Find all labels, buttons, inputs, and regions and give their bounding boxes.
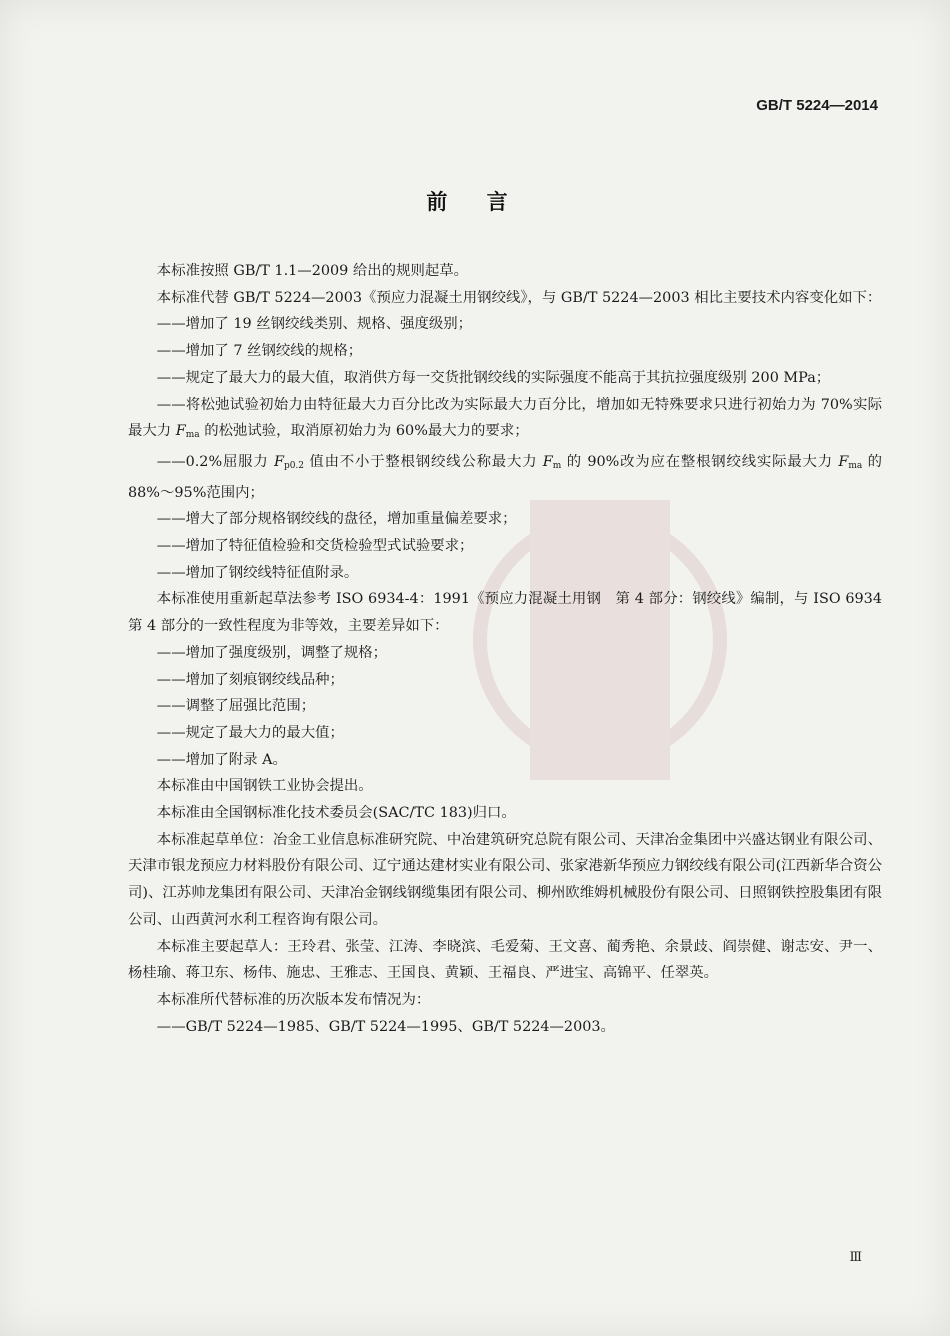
differences-list xyxy=(128,640,882,774)
list-item: ——增加了 7 丝钢绞线的规格； xyxy=(156,343,363,360)
changes-list xyxy=(128,311,882,586)
list-item: ——增加了强度级别，调整了规格； xyxy=(156,644,388,661)
list-item: ——增加了特征值检验和交货检验型式试验要求； xyxy=(156,538,474,555)
list-item: ——增加了附录 A。 xyxy=(156,751,287,768)
paragraph-history: ——GB/T 5224—1985、GB/T 5224—1995、GB/T 5224—2003。 xyxy=(156,1018,615,1035)
list-item: ——增加了钢绞线特征值附录。 xyxy=(156,564,359,581)
list-item: ——增大了部分规格钢绞线的盘径，增加重量偏差要求； xyxy=(156,511,517,528)
list-item: ——规定了最大力的最大值，取消供方每一交货批钢绞线的实际强度不能高于其抗拉强度级别 200 MPa； xyxy=(156,369,831,386)
foreword-body xyxy=(128,258,882,1040)
paragraph-iso-reference: 本标准使用重新起草法参考 ISO 6934-4：1991《预应力混凝土用钢 第 4 部分：钢绞线》编制，与 ISO 6934 第 4 部分的一致性程度为非等效，主要差异如下： xyxy=(128,591,882,635)
paragraph-proposer: 本标准由中国钢铁工业协会提出。 xyxy=(156,778,373,795)
paragraph-drafting-rules: 本标准按照 GB/T 1.1—2009 给出的规则起草。 xyxy=(156,263,469,279)
paragraph-history-intro: 本标准所代替标准的历次版本发布情况为： xyxy=(156,991,431,1008)
list-item: ——将松弛试验初始力由特征最大力百分比改为实际最大力百分比，增加如无特殊要求只进行初始力为 70%实际最大力 $F_{ma}$ 的松弛试验，取消原初始力为 60%最大力的要求； xyxy=(128,396,882,441)
list-item: ——增加了刻痕钢绞线品种； xyxy=(156,671,344,688)
list-item: ——规定了最大力的最大值； xyxy=(156,724,344,741)
standard-code: GB/T 5224—2014 xyxy=(756,97,878,114)
paragraph-replaces: 本标准代替 GB/T 5224—2003《预应力混凝土用钢绞线》，与 GB/T 5224—2003 相比主要技术内容变化如下： xyxy=(156,289,882,306)
paragraph-drafters: 本标准主要起草人：王玲君、张莹、江涛、李晓滨、毛爱菊、王文喜、蔺秀艳、余景歧、阎崇健、谢志安、尹一、杨桂瑜、蒋卫东、杨伟、施忠、王雅志、王国良、黄颖、王福良、严进宝、高锦平、任翠英。 xyxy=(128,938,882,982)
page-number: Ⅲ xyxy=(849,1250,862,1265)
list-item: ——调整了屈强比范围； xyxy=(156,698,316,715)
paragraph-committee: 本标准由全国钢标准化技术委员会(SAC/TC 183)归口。 xyxy=(156,805,516,822)
paragraph-drafting-units: 本标准起草单位：冶金工业信息标准研究院、中冶建筑研究总院有限公司、天津冶金集团中兴盛达钢业有限公司、天津市银龙预应力材料股份有限公司、辽宁通达建材实业有限公司、张家港新华预应力钢绞线有限公司(江西新华合资公司)、江苏帅龙集团有限公司、天津冶金钢线钢缆集团有限公司、柳州欧维姆机械股份有限公司、日照钢铁控股集团有限公司、山西黄河水利工程咨询有限公司。 xyxy=(128,831,882,928)
list-item: ——增加了 19 丝钢绞线类别、规格、强度级别； xyxy=(156,316,473,333)
list-item: ——0.2%屈服力 $F_{p0.2}$ 值由不小于整根钢绞线公称最大力 $F_m$ 的 90%改为应在整根钢绞线实际最大力 $F_{ma}$ 的 88%～95%范围内； xyxy=(128,453,882,501)
page-title: 前 言 xyxy=(426,190,524,214)
